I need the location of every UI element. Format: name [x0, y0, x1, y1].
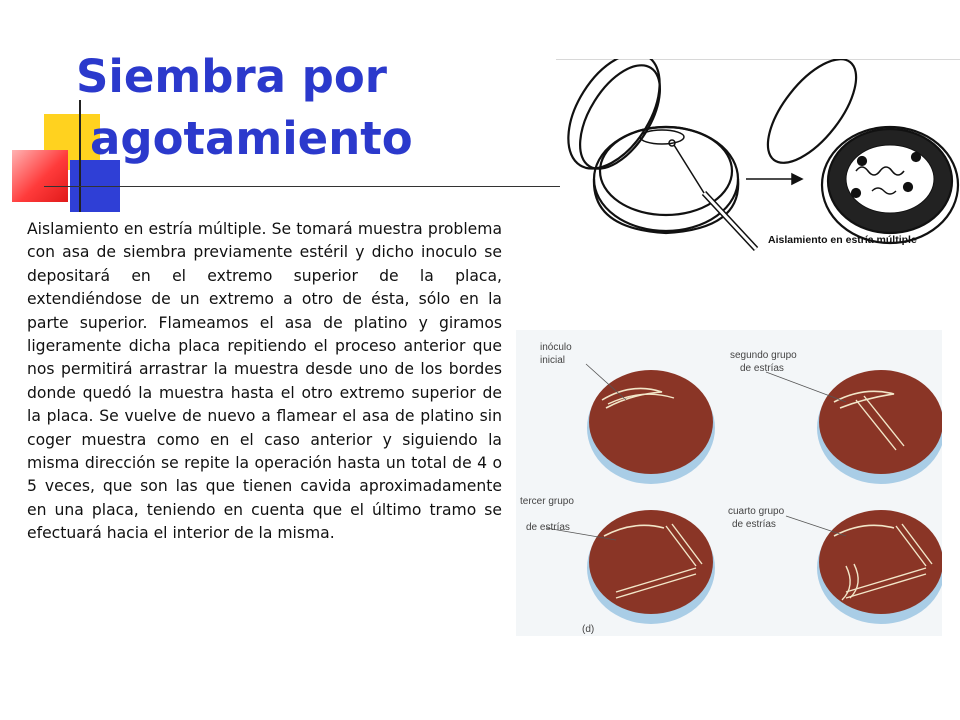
label-third-group-1: tercer grupo — [520, 496, 574, 507]
slide-title — [76, 46, 546, 170]
slide-title-line-1: Siembra por — [76, 50, 388, 103]
slide-title-line-2: agotamiento — [90, 112, 413, 165]
decor-horizontal-line — [44, 186, 560, 187]
open-dish-illustration — [556, 59, 756, 249]
agar-plate-4 — [817, 510, 942, 624]
agar-plate-2 — [817, 370, 942, 484]
arrow-icon — [746, 174, 802, 184]
label-fourth-group-1: cuarto grupo — [728, 506, 785, 517]
panel-label: (d) — [582, 624, 595, 635]
label-fourth-group-2: de estrías — [732, 519, 776, 530]
label-initial-inoculum-2: inicial — [540, 355, 566, 366]
decor-red-square — [12, 150, 68, 202]
label-second-group-1: segundo grupo — [730, 350, 797, 361]
label-second-group-2: de estrías — [740, 363, 784, 374]
slide-body-text: Aislamiento en estría múltiple. Se tomará muestra problema con asa de siembra previamente estéril y dicho inoculo se depositará en el extremo superior de la placa, extendiéndose de un extremo a otro de ésta, sólo en la parte superior. Flameamos el asa de platino y giramos ligeramente dicha placa repitiendo el proceso anterior que nos permitirá arrastrar la muestra desde uno de los bordes donde quedó la muestra hasta el otro extremo superior de la placa. Se vuelve de nuevo a flamear el asa de platino sin coger muestra como en el caso anterior y siguiendo la misma dirección se repite la operación hasta un total de 4 o 5 veces, que son las que tienen cavida aproximadamente en una placa, teniendo en cuenta que el último tramo se efectuará hacia el interior de la misma. — [27, 220, 502, 543]
label-initial-inoculum-1: inóculo — [540, 342, 572, 353]
petri-dish-drawing — [556, 59, 960, 265]
streak-plates-figure — [516, 330, 942, 636]
agar-plate-3 — [587, 510, 715, 624]
figure-caption: Aislamiento en estría múltiple — [768, 234, 917, 246]
agar-plate-1 — [587, 370, 715, 484]
label-third-group-2: de estrías — [526, 522, 570, 533]
streaked-dish-illustration — [752, 59, 958, 243]
